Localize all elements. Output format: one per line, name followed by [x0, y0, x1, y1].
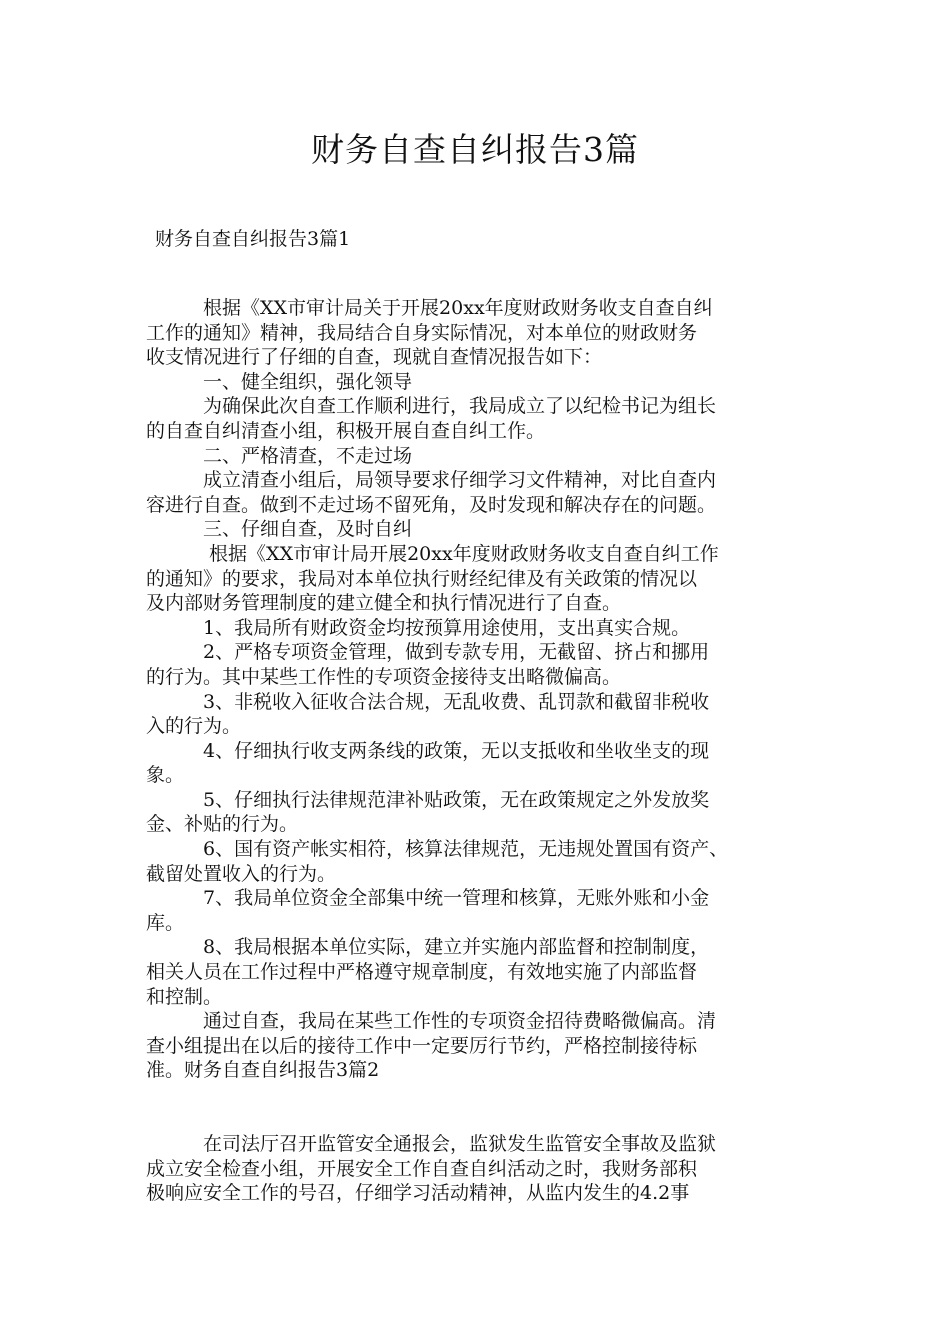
body-line: 根据《XX市审计局关于开展20xx年度财政财务收支自查自纠: [146, 297, 713, 319]
body-line: 2、严格专项资金管理，做到专款专用，无截留、挤占和挪用: [146, 641, 710, 664]
body-line: 的自查自纠清查小组，积极开展自查自纠工作。: [146, 419, 546, 442]
body-line: 的通知》的要求，我局对本单位执行财经纪律及有关政策的情况以: [146, 567, 698, 590]
body-line: 准。财务自查自纠报告3篇2: [146, 1059, 380, 1082]
body-line: 在司法厅召开监管安全通报会，监狱发生监管安全事故及监狱: [146, 1133, 717, 1156]
body-line: 的行为。其中某些工作性的专项资金接待支出略微偏高。: [146, 665, 622, 688]
body-line: 4、仔细执行收支两条线的政策，无以支抵收和坐收坐支的现: [146, 739, 710, 762]
blank-line: [146, 1108, 836, 1133]
document-title: 财务自查自纠报告3篇: [311, 130, 639, 169]
body-line: 二、严格清查，不走过场: [146, 444, 413, 467]
body-line: 工作的通知》精神，我局结合自身实际情况，对本单位的财政财务: [146, 321, 698, 344]
body-line: 3、非税收入征收合法合规，无乱收费、乱罚款和截留非税收: [146, 690, 710, 713]
body-line: 成立安全检查小组，开展安全工作自查自纠活动之时，我财务部积: [146, 1157, 698, 1180]
body-line: 6、国有资产帐实相符，核算法律规范，无违规处置国有资产、: [146, 838, 729, 861]
body-line: 库。: [146, 911, 185, 934]
body-line: 三、仔细自查，及时自纠: [146, 518, 413, 541]
body-line: 为确保此次自查工作顺利进行，我局成立了以纪检书记为组长: [146, 395, 717, 418]
body-line: 1、我局所有财政资金均按预算用途使用，支出真实合规。: [146, 616, 691, 639]
body-line: 7、我局单位资金全部集中统一管理和核算，无账外账和小金: [146, 887, 710, 910]
blank-line: [146, 1083, 836, 1108]
body-line: 根据《XX市审计局开展20xx年度财政财务收支自查自纠工作: [146, 542, 719, 565]
body-line: 一、健全组织，强化领导: [146, 370, 413, 393]
body-line: 及内部财务管理制度的建立健全和执行情况进行了自查。: [146, 592, 622, 615]
body-line: 和控制。: [146, 985, 223, 1008]
body-line: 截留处置收入的行为。: [146, 862, 337, 885]
body-line: 查小组提出在以后的接待工作中一定要厉行节约，严格控制接待标: [146, 1034, 698, 1057]
body-line: 容进行自查。做到不走过场不留死角，及时发现和解决存在的问题。: [146, 493, 717, 516]
body-line: 收支情况进行了仔细的自查，现就自查情况报告如下：: [146, 346, 603, 369]
body-line: 入的行为。: [146, 715, 242, 738]
body-line: 5、仔细执行法律规范津补贴政策，无在政策规定之外发放奖: [146, 788, 710, 811]
document-body: [146, 296, 836, 1206]
body-line: 通过自查，我局在某些工作性的专项资金招待费略微偏高。清: [146, 1010, 717, 1033]
body-line: 极响应安全工作的号召，仔细学习活动精神，从监内发生的4.2事: [146, 1182, 690, 1205]
body-line: 成立清查小组后，局领导要求仔细学习文件精神，对比自查内: [146, 469, 717, 492]
body-line: 金、补贴的行为。: [146, 813, 299, 836]
body-line: 8、我局根据本单位实际，建立并实施内部监督和控制制度，: [146, 936, 710, 959]
section-heading: 财务自查自纠报告3篇1: [155, 228, 351, 250]
body-line: 相关人员在工作过程中严格遵守规章制度，有效地实施了内部监督: [146, 961, 698, 984]
body-line: 象。: [146, 764, 185, 787]
